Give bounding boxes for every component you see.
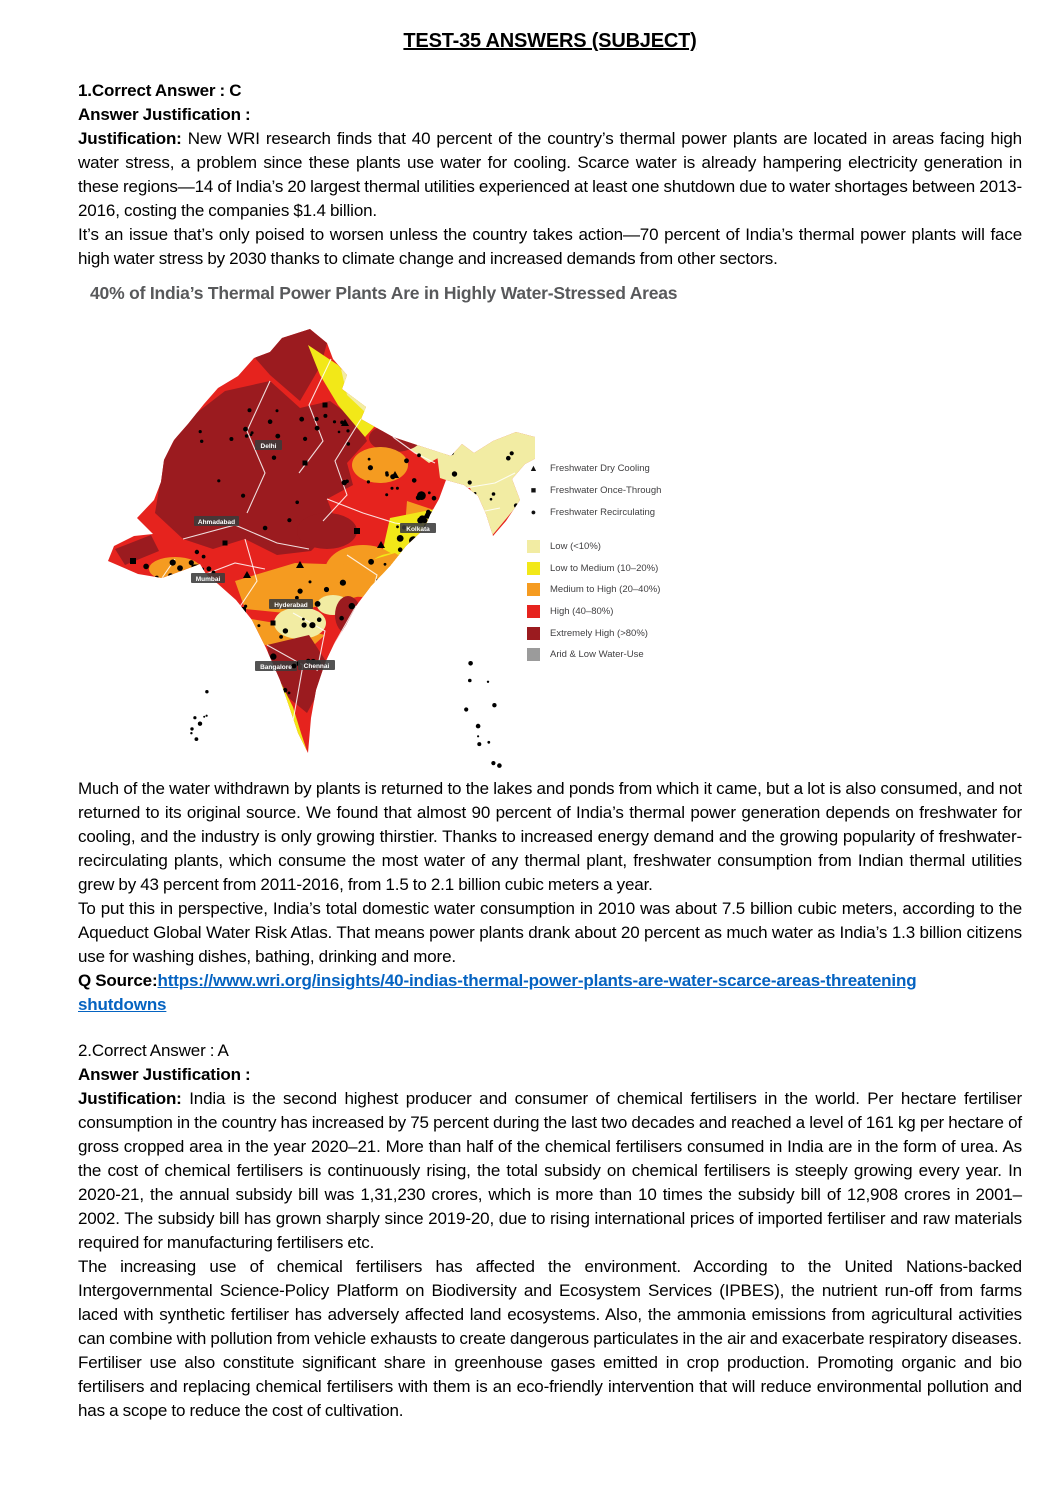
q1-source-link[interactable]: https://www.wri.org/insights/40-indias-thermal-power-plants-are-water-scarce-areas-threatening — [157, 971, 917, 990]
svg-text:Hyderabad: Hyderabad — [274, 601, 308, 609]
q2-justification-heading: Answer Justification : — [78, 1065, 251, 1084]
city-label-kolkata — [400, 523, 436, 533]
circle-marker-icon: ● — [530, 506, 537, 517]
swatch-medium-high — [527, 583, 540, 596]
question-1-section — [78, 79, 1022, 271]
city-label-hyderabad — [269, 599, 313, 609]
city-label-bangalore — [255, 661, 297, 671]
q1-paragraph-2: It’s an issue that’s only poised to worsen unless the country takes action—70 percent of India’s thermal power plants will face high water stress by 2030 thanks to climate change and increased demands from other sectors. — [78, 225, 1022, 268]
map-title: 40% of India’s Thermal Power Plants Are in Highly Water-Stressed Areas — [90, 283, 678, 303]
city-label-chennai — [292, 660, 335, 670]
svg-text:Ahmadabad: Ahmadabad — [197, 518, 236, 526]
svg-text:Kolkata: Kolkata — [406, 525, 430, 533]
city-label-mumbai — [191, 573, 225, 583]
legend-row-medium-high: Medium to High (20–40%) — [527, 579, 727, 601]
island-plant-markers — [190, 661, 502, 768]
swatch-low-medium — [527, 562, 540, 575]
swatch-extremely-high — [527, 627, 540, 640]
q2-justification-paragraph — [78, 1087, 1022, 1255]
city-label-delhi — [255, 440, 282, 450]
legend-marker-once-through: ■ Freshwater Once-Through — [527, 479, 727, 501]
svg-text:Chennai: Chennai — [303, 662, 330, 670]
q1-justification-paragraph — [78, 127, 1022, 223]
q1-correct-answer: 1.Correct Answer : C — [78, 81, 242, 100]
india-map — [95, 313, 535, 773]
legend-row-low: Low (<10%) — [527, 536, 727, 558]
q2-correct-answer: 2.Correct Answer : A — [78, 1041, 229, 1060]
triangle-marker-icon: ▲ — [529, 462, 538, 473]
q2-justification-text: India is the second highest producer and consumer of chemical fertilisers in the world. Per hectare fertiliser consumption in the country has increased by 75 percent during the last two decades and reached a level of 161 kg per hectare of gross cropped area in the year 2020–21. More than half of the chemical fertilisers consumed in India are in the form of urea. As the cost of chemical fertilisers is continuously rising, the total subsidy on chemical fertilisers is steeply growing every year. In 2020-21, the annual subsidy bill was 1,31,230 crores, which is more than 10 times the subsidy bill of 12,908 crores in 2001–2002. The subsidy bill has grown sharply since 2019-20, due to rising international prices of imported fertiliser and raw materials required for manufacturing fertilisers etc. — [78, 1089, 1022, 1252]
q1-paragraph-3: Much of the water withdrawn by plants is returned to the lakes and ponds from which it came, but a lot is also consumed, and not returned to its original source. We found that almost 90 percent of India’s thermal power generation depends on freshwater for cooling, and the industry is only growing thirstier. Thanks to increased energy demand and the growing popularity of freshwater-recirculating plants, which consume the most water of any thermal plant, freshwater consumption from Indian thermal utilities grew by 43 percent from 2011-2016, from 1.5 to 2.1 billion cubic meters a year. — [78, 779, 1022, 894]
svg-text:Bangalore: Bangalore — [260, 663, 292, 671]
legend-row-high: High (40–80%) — [527, 601, 727, 623]
swatch-high — [527, 605, 540, 618]
q1-justification-label: Justification: — [78, 129, 182, 148]
page-title: TEST-35 ANSWERS (SUBJECT) — [403, 30, 697, 52]
legend-row-low-medium: Low to Medium (10–20%) — [527, 558, 727, 580]
swatch-arid — [527, 648, 540, 661]
q2-paragraph-2: The increasing use of chemical fertilisers has affected the environment. According to the United Nations-backed Intergovernmental Science-Policy Platform on Biodiversity and Ecosystem Services (IPBES), the nutrient run-off from farms laced with synthetic fertiliser has adversely affected land ecosystems. Also, the ammonia emissions from agricultural activities can combine with pollution from vehicle exhausts to create dangerous particulates in the air and exacerbate respiratory diseases. Fertiliser use also constitute significant share in greenhouse gases emitted in crop production. Promoting organic and bio fertilisers and replacing chemical fertilisers with them is an eco-friendly intervention that will reduce environmental pollution and has a scope to reduce the cost of cultivation. — [78, 1257, 1022, 1420]
svg-text:Mumbai: Mumbai — [195, 575, 221, 583]
q1-justification-text: New WRI research finds that 40 percent of the country’s thermal power plants are located in areas facing high water stress, a problem since these plants use water for cooling. Scarce water is already hampering electricity generation in these regions—14 of India’s 20 largest thermal utilities experienced at least one shutdown due to water shortages between 2013-2016, costing the companies $1.4 billion. — [78, 129, 1022, 220]
q1-justification-heading: Answer Justification : — [78, 105, 251, 124]
q1-source-link-continued[interactable]: shutdowns — [78, 995, 167, 1014]
swatch-low — [527, 540, 540, 553]
question-2-section — [78, 1039, 1022, 1423]
q1-source-line — [78, 969, 1022, 1017]
legend-row-extremely-high: Extremely High (>80%) — [527, 622, 727, 644]
legend-row-arid: Arid & Low Water-Use — [527, 644, 727, 666]
svg-text:Delhi: Delhi — [260, 442, 277, 450]
city-label-ahmadabad — [194, 516, 239, 526]
legend-marker-recirculating: ● Freshwater Recirculating — [527, 501, 727, 523]
square-marker-icon: ■ — [530, 484, 537, 495]
legend-stress-scale — [527, 536, 727, 666]
q1-source-label: Q Source: — [78, 971, 158, 990]
legend-marker-dry-cooling: ▲ Freshwater Dry Cooling — [527, 457, 727, 479]
q1-paragraph-4: To put this in perspective, India’s total domestic water consumption in 2010 was about 7.5 billion cubic meters, according to the Aqueduct Global Water Risk Atlas. That means power plants drank about 20 percent as much water as India’s 1.3 billion citizens use for washing dishes, bathing, drinking and more. — [78, 899, 1022, 966]
q2-justification-label: Justification: — [78, 1089, 182, 1108]
map-legend — [527, 457, 727, 666]
water-stress-regions — [95, 313, 535, 773]
india-water-stress-map-figure — [78, 279, 1022, 775]
